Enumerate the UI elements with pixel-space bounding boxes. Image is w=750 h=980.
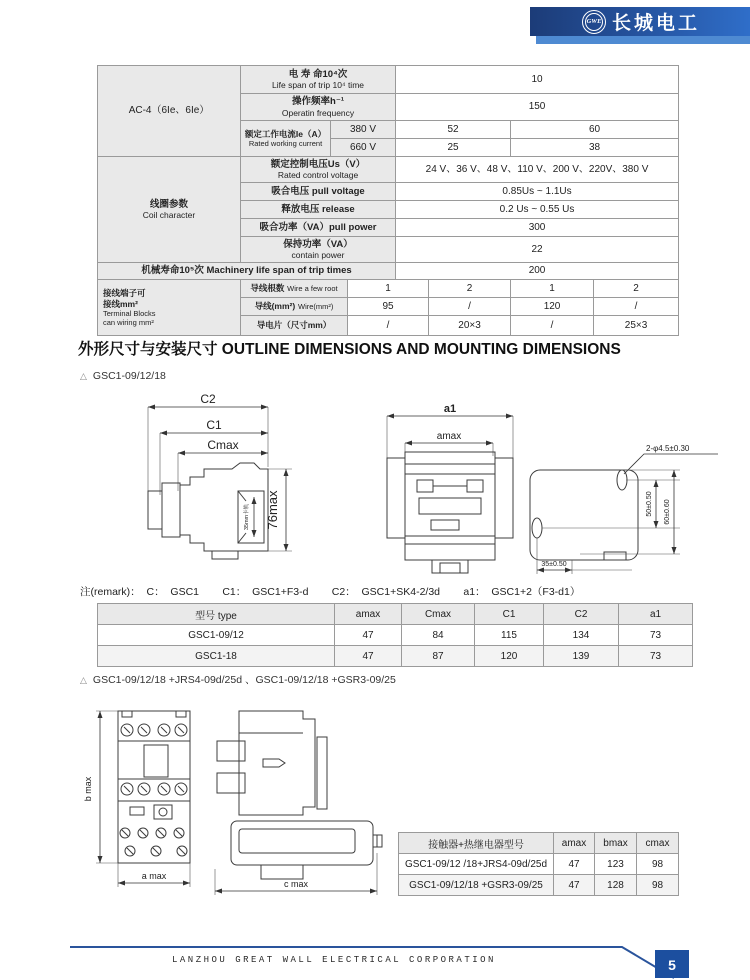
spec-label-freq bbox=[241, 94, 396, 121]
spec-label-660v: 660 V bbox=[331, 139, 396, 157]
brand-name: 长城电工 bbox=[612, 13, 701, 34]
spec-value: 1 bbox=[348, 280, 429, 298]
label-en: contain power bbox=[291, 250, 345, 261]
dim-label-cmax2: c max bbox=[283, 879, 309, 889]
table-cell: 134 bbox=[544, 625, 619, 646]
label-zh: 导线(mm²) bbox=[254, 300, 296, 311]
spec-label-mech bbox=[98, 263, 396, 280]
page-footer bbox=[0, 930, 750, 980]
contactor-relay-side-drawing bbox=[205, 703, 400, 901]
spec-label-wire-count bbox=[241, 280, 348, 298]
section-title: 外形尺寸与安装尺寸 OUTLINE DIMENSIONS AND MOUNTING DIMENSIONS bbox=[78, 341, 621, 358]
label-zh: 额定控制电压Us（V） bbox=[270, 158, 366, 170]
triangle-marker-icon: △ bbox=[80, 675, 87, 685]
column-header: amax bbox=[335, 604, 402, 625]
dim-label-c2: C2 bbox=[200, 393, 216, 406]
table-cell: 73 bbox=[619, 646, 693, 667]
table-cell: 47 bbox=[554, 875, 595, 896]
label-en: Coil character bbox=[142, 210, 196, 221]
spec-label-pullp bbox=[241, 219, 396, 237]
column-header: 型号 type bbox=[98, 604, 335, 625]
dimension-table-1 bbox=[97, 603, 693, 667]
table-cell: 73 bbox=[619, 625, 693, 646]
spec-value-mech: 200 bbox=[396, 263, 679, 280]
dim-label-cmax: Cmax bbox=[207, 438, 239, 452]
spec-group-ac4: AC-4（6Ie、6Ie） bbox=[98, 66, 241, 157]
spec-value-380-2: 60 bbox=[511, 121, 679, 139]
spec-value-660-1: 25 bbox=[396, 139, 511, 157]
dim-label-50: 50±0.50 bbox=[646, 491, 653, 517]
dim-label-holes: 2-φ4.5±0.30 bbox=[646, 444, 690, 453]
label-en: Operatin frequency bbox=[281, 107, 355, 118]
triangle-marker-icon: △ bbox=[80, 371, 87, 381]
table-cell: GSC1-18 bbox=[98, 646, 335, 667]
contactor-relay-front-drawing bbox=[70, 703, 195, 901]
label-zh: 释放电压 release bbox=[281, 203, 355, 215]
column-header: cmax bbox=[637, 833, 679, 854]
dim-label-bmax: b max bbox=[83, 776, 93, 802]
spec-label-keep bbox=[241, 237, 396, 263]
table-cell: 98 bbox=[637, 854, 679, 875]
table-cell: 84 bbox=[402, 625, 475, 646]
spec-value-pullv: 0.85Us ~ 1.1Us bbox=[396, 183, 679, 201]
table-cell: GSC1-09/12 /18+JRS4-09d/25d bbox=[399, 854, 554, 875]
label-en: can wiring mm² bbox=[103, 317, 154, 327]
label-zh: 保持功率（VA） bbox=[283, 238, 353, 250]
dim-label-amax: amax bbox=[436, 431, 462, 442]
model-subtitle-2 bbox=[80, 672, 396, 687]
spec-value-life: 10 bbox=[396, 66, 679, 94]
column-header: amax bbox=[554, 833, 595, 854]
table-cell: 120 bbox=[475, 646, 544, 667]
spec-value: 1 bbox=[511, 280, 594, 298]
mounting-holes-drawing bbox=[520, 438, 720, 580]
spec-value: 20×3 bbox=[429, 316, 511, 336]
brand-banner bbox=[530, 7, 750, 36]
label-zh: 机械寿命10⁵次 Machinery life span of trip times bbox=[141, 265, 352, 276]
label-en: Rated control voltage bbox=[277, 170, 359, 181]
label-en: Wire(mm²) bbox=[297, 301, 334, 311]
spec-group-terminal bbox=[98, 280, 241, 336]
spec-label-ctrl bbox=[241, 157, 396, 183]
table-cell: 47 bbox=[554, 854, 595, 875]
dim-label-35: 35±0.50 bbox=[541, 561, 567, 568]
column-header: C2 bbox=[544, 604, 619, 625]
spec-label-life bbox=[241, 66, 396, 94]
page-number: 5 bbox=[668, 957, 676, 973]
spec-label-wire-mm bbox=[241, 298, 348, 316]
gwe-logo-icon bbox=[582, 10, 606, 34]
dim-label-76max: 76max bbox=[265, 490, 280, 530]
spec-value: / bbox=[348, 316, 429, 336]
outline-drawing-front-view bbox=[375, 400, 525, 575]
spec-label-380v: 380 V bbox=[331, 121, 396, 139]
table-cell: 115 bbox=[475, 625, 544, 646]
table-cell: 47 bbox=[335, 625, 402, 646]
spec-value: / bbox=[594, 298, 679, 316]
spec-table bbox=[97, 65, 679, 336]
label-zh: 接线mm² bbox=[103, 298, 138, 309]
spec-value: 120 bbox=[511, 298, 594, 316]
company-name: LANZHOU GREAT WALL ELECTRICAL CORPORATION bbox=[172, 955, 496, 965]
label-zh: 导线根数 bbox=[250, 282, 285, 293]
spec-value-freq: 150 bbox=[396, 94, 679, 121]
dim-label-rail: 35mm卡轨 bbox=[244, 503, 250, 531]
table-cell: 123 bbox=[595, 854, 637, 875]
spec-value-pullp: 300 bbox=[396, 219, 679, 237]
remark-note: 注(remark)： C： GSC1 C1： GSC1+F3-d C2： GSC1+SK4-2/3d a1： GSC1+2（F3-d1） bbox=[80, 586, 581, 598]
label-zh: 线圈参数 bbox=[149, 198, 188, 210]
spec-label-strip bbox=[241, 316, 348, 336]
dim-label-c1: C1 bbox=[206, 418, 222, 432]
table-cell: 87 bbox=[402, 646, 475, 667]
outline-drawing-side-view bbox=[120, 393, 325, 565]
table-cell: 98 bbox=[637, 875, 679, 896]
table-cell: 139 bbox=[544, 646, 619, 667]
table-cell: 47 bbox=[335, 646, 402, 667]
dimension-table-2 bbox=[398, 832, 679, 896]
label-zh: 操作频率h⁻¹ bbox=[292, 96, 344, 108]
column-header: 接触器+热继电器型号 bbox=[399, 833, 554, 854]
spec-value: / bbox=[429, 298, 511, 316]
label-zh: 导电片（尺寸mm） bbox=[256, 319, 332, 330]
column-header: Cmax bbox=[402, 604, 475, 625]
label-zh: 接线端子可 bbox=[103, 288, 146, 299]
dim-label-60: 60±0.60 bbox=[664, 499, 671, 525]
spec-value: 2 bbox=[429, 280, 511, 298]
label-zh: 电 寿 命10⁴次 bbox=[288, 68, 348, 80]
column-header: a1 bbox=[619, 604, 693, 625]
table-cell: GSC1-09/12/18 +GSR3-09/25 bbox=[399, 875, 554, 896]
column-header: C1 bbox=[475, 604, 544, 625]
spec-value-keep: 22 bbox=[396, 237, 679, 263]
gwe-logo-text: GWE bbox=[585, 13, 603, 31]
spec-label-pullv bbox=[241, 183, 396, 201]
column-header: bmax bbox=[595, 833, 637, 854]
table-cell: GSC1-09/12 bbox=[98, 625, 335, 646]
spec-group-coil bbox=[98, 157, 241, 263]
model-name: GSC1-09/12/18 +JRS4-09d/25d 、GSC1-09/12/18 +GSR3-09/25 bbox=[92, 674, 396, 686]
spec-value: / bbox=[511, 316, 594, 336]
spec-value: 2 bbox=[594, 280, 679, 298]
spec-value-380-1: 52 bbox=[396, 121, 511, 139]
spec-value: 25×3 bbox=[594, 316, 679, 336]
label-zh: 额定工作电流Ie（A） bbox=[244, 128, 327, 139]
banner-strip bbox=[536, 36, 750, 44]
spec-label-current bbox=[241, 121, 331, 157]
label-en: Rated working current bbox=[248, 139, 323, 149]
spec-value-ctrl: 24 V、36 V、48 V、110 V、200 V、220V、380 V bbox=[396, 157, 679, 183]
label-zh: 吸合电压 pull voltage bbox=[271, 185, 365, 197]
label-zh: 吸合功率（VA）pull power bbox=[259, 221, 377, 233]
model-subtitle-1 bbox=[80, 370, 166, 382]
model-name: GSC1-09/12/18 bbox=[92, 370, 166, 382]
table-cell: 128 bbox=[595, 875, 637, 896]
label-en: Wire a few root bbox=[287, 283, 338, 293]
spec-value-release: 0.2 Us ~ 0.55 Us bbox=[396, 201, 679, 219]
label-en: Terminal Blocks bbox=[103, 308, 156, 318]
spec-value-660-2: 38 bbox=[511, 139, 679, 157]
spec-label-release bbox=[241, 201, 396, 219]
dim-label-amax2: a max bbox=[141, 871, 167, 881]
label-en: Life span of trip 10⁴ time bbox=[272, 80, 365, 91]
spec-value: 95 bbox=[348, 298, 429, 316]
dim-label-a1: a1 bbox=[443, 403, 457, 415]
